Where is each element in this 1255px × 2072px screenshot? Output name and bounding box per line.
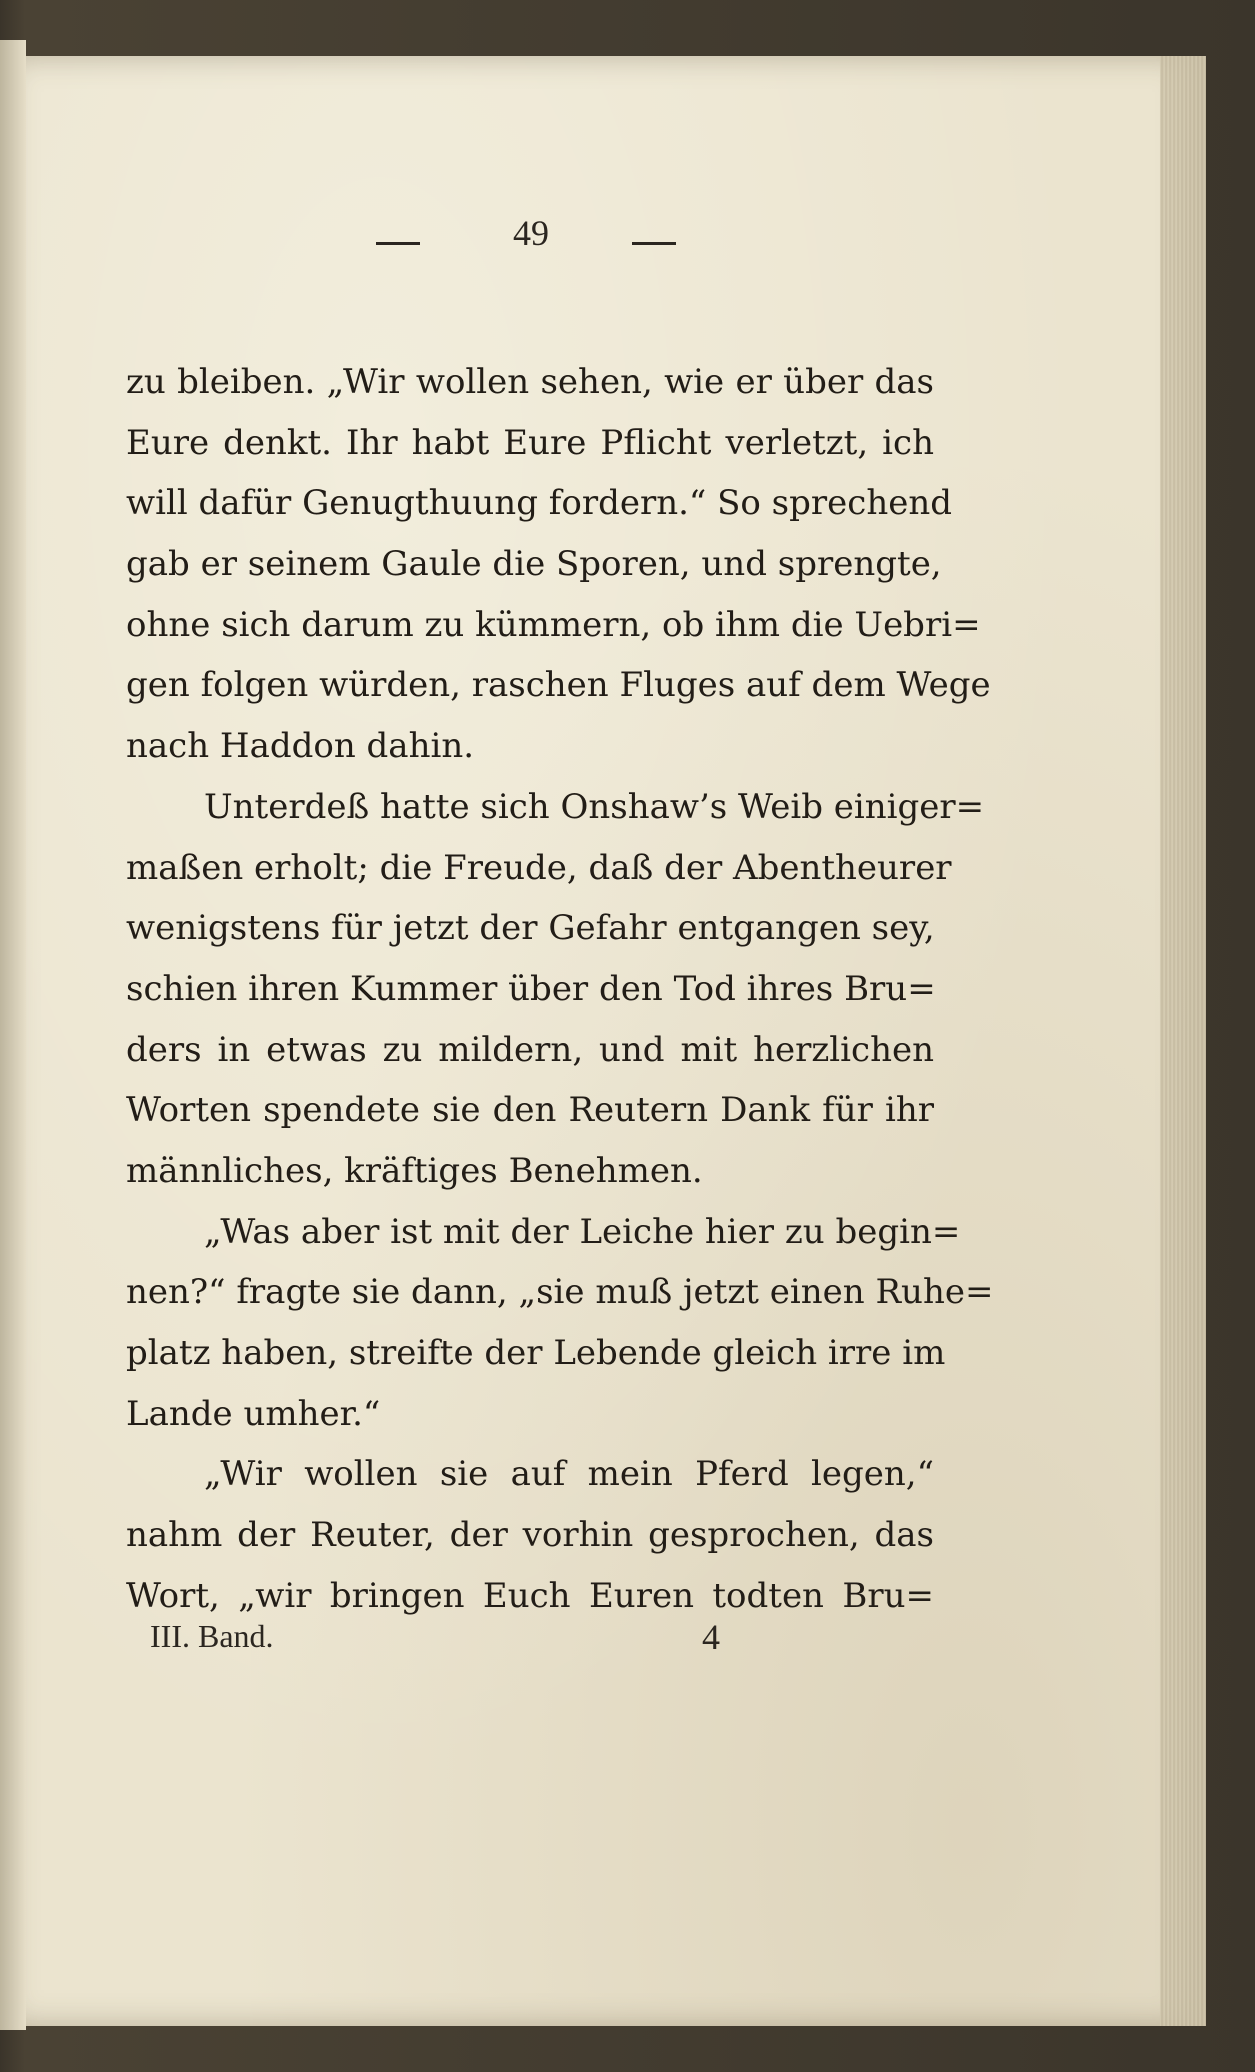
text-line: wenigstens für jetzt der Gefahr entgangen sey, [126, 908, 935, 949]
text-line: Wort, „wir bringen Euch Euren todten Bru= [126, 1575, 934, 1616]
running-head [326, 204, 726, 264]
left-dash [376, 242, 420, 245]
text-line: Lande umher.“ [126, 1393, 381, 1434]
text-line: gab er seinem Gaule die Sporen, und sprengte, [126, 544, 942, 585]
text-line: schien ihren Kummer über den Tod ihres Bru= [126, 968, 936, 1009]
right-dash [632, 242, 676, 245]
text-line: Unterdeß hatte sich Onshaw’s Weib einiger= [204, 786, 985, 827]
text-line: ohne sich darum zu kümmern, ob ihm die Uebri= [126, 604, 981, 645]
body-text [126, 352, 994, 1626]
text-line: Worten spendete sie den Reutern Dank für ihr [126, 1090, 934, 1131]
text-line: platz haben, streifte der Lebende gleich irre im [126, 1333, 946, 1373]
text-line: will dafür Genugthuung fordern.“ So sprechend [126, 483, 952, 524]
text-line: gen folgen würden, raschen Fluges auf dem Wege [126, 665, 991, 706]
text-line: „Was aber ist mit der Leiche hier zu begin= [204, 1211, 961, 1252]
text-line: zu bleiben. „Wir wollen sehen, wie er über das [126, 362, 934, 402]
page-number: 49 [513, 213, 549, 253]
text-line: männliches, kräftiges Benehmen. [126, 1150, 703, 1191]
signature-mark: 4 [702, 1617, 720, 1657]
text-line: „Wir wollen sie auf mein Pferd legen,“ [204, 1454, 934, 1495]
book-page [26, 56, 1206, 2026]
page-block-edge [1160, 56, 1206, 2026]
text-line: nach Haddon dahin. [126, 726, 475, 767]
signature-line: III. Band. [150, 1618, 274, 1654]
facing-page-edge [0, 40, 26, 2030]
text-line: nen?“ fragte sie dann, „sie muß jetzt einen Ruhe= [126, 1272, 994, 1313]
text-line: ders in etwas zu mildern, und mit herzlichen [126, 1029, 934, 1070]
text-line: Eure denkt. Ihr habt Eure Pflicht verletzt, ich [126, 422, 934, 463]
text-line: maßen erholt; die Freude, daß der Abentheurer [126, 847, 952, 888]
text-line: nahm der Reuter, der vorhin gesprochen, das [126, 1515, 934, 1556]
